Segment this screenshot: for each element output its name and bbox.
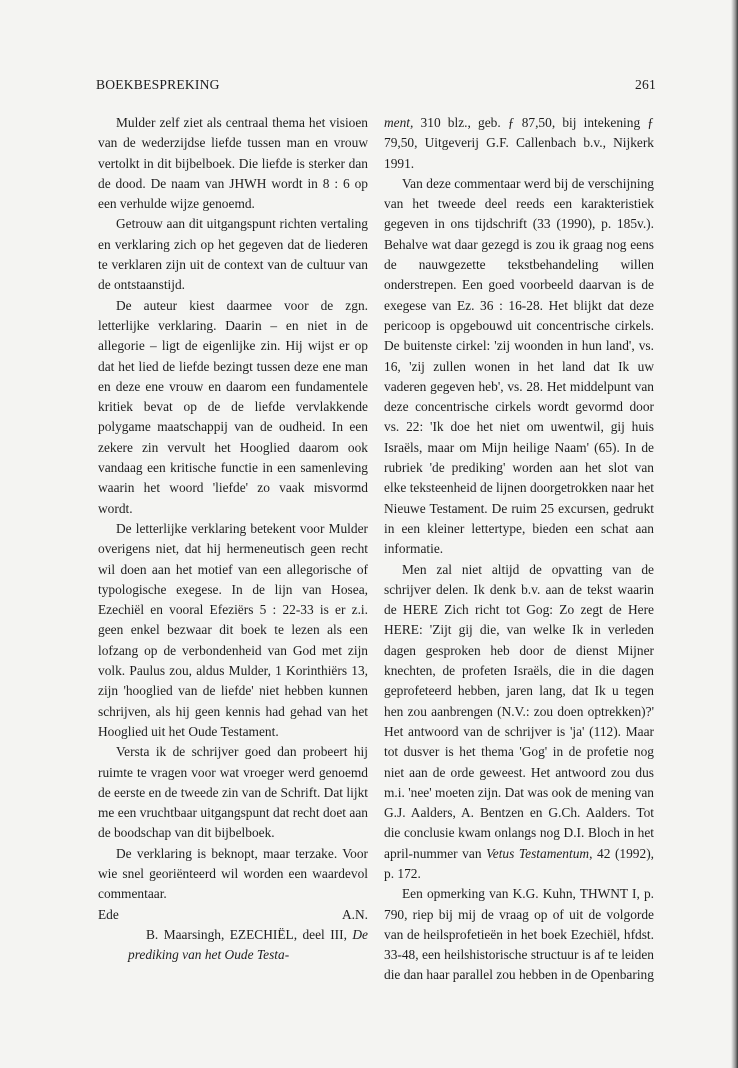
review-signature [98, 905, 368, 925]
left-column [98, 113, 368, 965]
right-column [384, 113, 654, 986]
paragraph: Mulder zelf ziet als centraal thema het visioen van de wederzijdse liefde tussen man en vrouw vertolkt in dit bijbelboek. Die liefde is sterker dan de dood. De naam van JHWH wordt in 8 : 6 op een verhulde wijze genoemd. [98, 115, 368, 212]
paragraph: Van deze commentaar werd bij de verschijning van het tweede deel reeds een karakteristiek gegeven in ons tijdschrift (33 (1990), p. 185v.). Behalve wat daar gezegd is zou ik graag nog eens de nauwgezette tekstbehandeling willen onderstrepen. Een goed voorbeeld daarvan is de exegese van Ez. 36 : 16-28. Het blijkt dat deze pericoop is opgebouwd uit concentrische cirkels. De buitenste cirkel: 'zij woonden in hun land', vs. 16, 'zij zullen wonen in het land dat Ik uw vaderen gegeven heb', vs. 28. Het middelpunt van deze concentrische cirkels wordt gevormd door vs. 22: 'Ik doe het niet om uwentwil, gij huis Israëls, maar om Mijn heilige Naam' (65). In de rubriek 'de prediking' worden aan het slot van elke teksteenheid de lijnen doorgetrokken naar het Nieuwe Testament. De ruim 25 excursen, gedrukt in een kleiner lettertype, bieden een schat aan informatie. [384, 175, 654, 557]
paragraph-text: , 42 (1992), p. 172. [384, 845, 654, 881]
next-review-heading [98, 925, 368, 966]
paragraph: Een opmerking van K.G. Kuhn, THWNT I, p. 790, riep bij mij de vraag op of uit de volgorde van de heilsprofetieën in het boek Ezechiël, hfdst. 33-48, een heilshistorische structuur is af te leiden die dan haar parallel zou hebben in de Openbaring [384, 886, 654, 983]
page-number: 261 [635, 77, 656, 92]
journal-title: Vetus Testamentum [486, 845, 590, 861]
paragraph: Versta ik de schrijver goed dan probeert hij ruimte te vragen voor wat vroeger werd genoemd de eerste en de tweede zin van de Schrift. Dat lijkt me een vruchtbaar uitgangspunt dat recht doet aan de boodschap van dit bijbelboek. [98, 744, 368, 841]
review-title-continued: ment, [384, 115, 414, 130]
section-title: BOEKBESPREKING [96, 77, 220, 92]
page-edge-shadow [731, 0, 738, 1068]
paragraph: Getrouw aan dit uitgangspunt richten vertaling en verklaring zich op het gegeven dat de liederen te verklaren zijn uit de context van de cultuur van de ontstaanstijd. [98, 216, 368, 293]
paragraph [384, 560, 654, 885]
running-head [96, 77, 656, 93]
signature-initials: A.N. [341, 906, 368, 922]
paragraph-text: Men zal niet altijd de opvatting van de schrijver delen. Ik denk b.v. aan de tekst waarin de HERE Zich richt tot Gog: Zo zegt de Here HERE: 'Zijt gij die, van welke Ik in verleden dagen gesproken heb door de dienst Mijner knechten, de profeten Israëls, die in die dagen geprofeteerd hebben, jaren lang, dat Ik u tegen hen zou aanbrengen (N.V.: zou doen optrekken)?' Het antwoord van de schrijver is 'ja' (112). Maar tot dusver is het thema 'Gog' in de profetie nog niet aan de orde geweest. Het antwoord zou dus m.i. 'nee' moeten zijn. Dat was ook de mening van G.J. Aalders, A. Bentzen en G.Ch. Aalders. Tot die conclusie kwam onlangs nog D.I. Bloch in het april-nummer van [384, 561, 654, 861]
signature-place: Ede [98, 906, 119, 922]
review-book-details: 310 blz., geb. ƒ 87,50, bij intekening ƒ 79,50, Uitgeverij G.F. Callenbach b.v., Nijkerk 1991. [384, 115, 654, 171]
paragraph: De auteur kiest daarmee voor de zgn. letterlijke verklaring. Daarin – en niet in de allegorie – ligt de eigenlijke zin. Hij wijst er op dat het lied de liefde bezingt tussen deze ene man en deze ene vrouw en daarom een fundamentele kritiek bevat op de de liefde vervlakkende polygame maatschappij van de oudheid. In een zekere zin vervult het Hooglied daarom ook vandaag een kritische functie in een samenleving waarin het woord 'liefde' zo vaak misvormd wordt. [98, 297, 368, 516]
review-book-title: De prediking van het Oude Testa- [128, 926, 368, 963]
paragraph: De letterlijke verklaring betekent voor Mulder overigens niet, dat hij hermeneutisch geen recht wil doen aan het motief van een allegorische of typologische exegese. In de lijn van Hosea, Ezechiël en vooral Efeziërs 5 : 22-33 is er z.i. geen enkel bezwaar dit boek te lezen als een lofzang op de verbondenheid van God met zijn volk. Paulus zou, aldus Mulder, 1 Korinthiërs 13, zijn 'hooglied van de liefde' niet hebben kunnen schrijven, als hij geen kennis had gehad van het Hooglied uit het Oude Testament. [98, 520, 368, 739]
review-book-author: B. Maarsingh, EZECHIËL, deel III, [146, 926, 347, 942]
paragraph: De verklaring is beknopt, maar terzake. Voor wie snel georiënteerd wil worden een waardevol commentaar. [98, 845, 368, 902]
paragraph [384, 113, 654, 174]
